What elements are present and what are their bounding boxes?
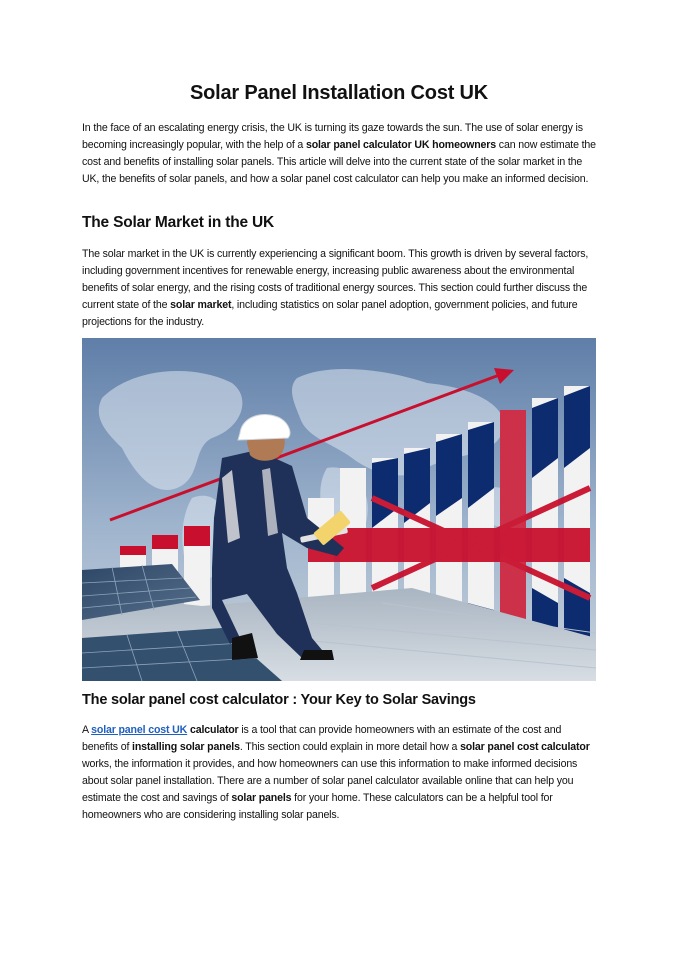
calculator-paragraph: [82, 722, 596, 824]
solar-market-bold-keyword: solar market: [170, 299, 232, 311]
hero-image: [82, 338, 596, 681]
hero-illustration: [82, 338, 596, 681]
intro-text-1: In the face of an escalating energy crisis, the UK is turning its gaze towards the sun. The use of solar energy is becoming increasingly popular, with the help of a: [82, 122, 583, 151]
solar-market-paragraph: [82, 246, 596, 331]
calculator-text-5: for your home. These calculators can be a helpful tool for homeowners who are considering installing solar panels.: [82, 792, 553, 821]
calculator-bold-3: solar panel cost calculator: [460, 741, 590, 753]
calculator-bold-2: installing solar panels: [132, 741, 240, 753]
calculator-bold-4: solar panels: [231, 792, 292, 804]
intro-bold-keyword: solar panel calculator UK homeowners: [305, 139, 497, 151]
section-heading-solar-market: The Solar Market in the UK: [82, 214, 275, 231]
intro-paragraph: [82, 120, 596, 188]
solar-market-text-2: , including statistics on solar panel adoption, government policies, and future projections for the industry.: [82, 299, 578, 328]
calculator-text-3: . This section could explain in more detail how a: [239, 741, 461, 753]
solar-panel-cost-uk-link[interactable]: solar panel cost UK: [91, 724, 188, 736]
solar-market-text-1: The solar market in the UK is currently experiencing a significant boom. This growth is driven by several factors, including government incentives for renewable energy, increasing public awareness about the environmental benefits of solar energy, and the rising costs of traditional energy sources. This section could further discuss the current state of the: [82, 248, 589, 311]
calculator-text-4: works, the information it provides, and how homeowners can use this information to make informed decisions about solar panel installation. There are a number of solar panel calculator available online that can help you estimate the cost and savings of: [82, 758, 578, 804]
calculator-text-2: is a tool that can provide homeowners with an estimate of the cost and benefits of: [82, 724, 562, 753]
page-title: Solar Panel Installation Cost UK: [189, 82, 489, 104]
calculator-text-0: A: [82, 724, 92, 736]
intro-text-2: can now estimate the cost and benefits of installing solar panels. This article will delve into the current state of the solar market in the UK, the benefits of solar panels, and how a solar panel cost calculator can help you make an informed decision.: [82, 139, 596, 185]
section-heading-calculator: The solar panel cost calculator : Your Key to Solar Savings: [82, 692, 476, 708]
calculator-bold-1: calculator: [189, 724, 239, 736]
